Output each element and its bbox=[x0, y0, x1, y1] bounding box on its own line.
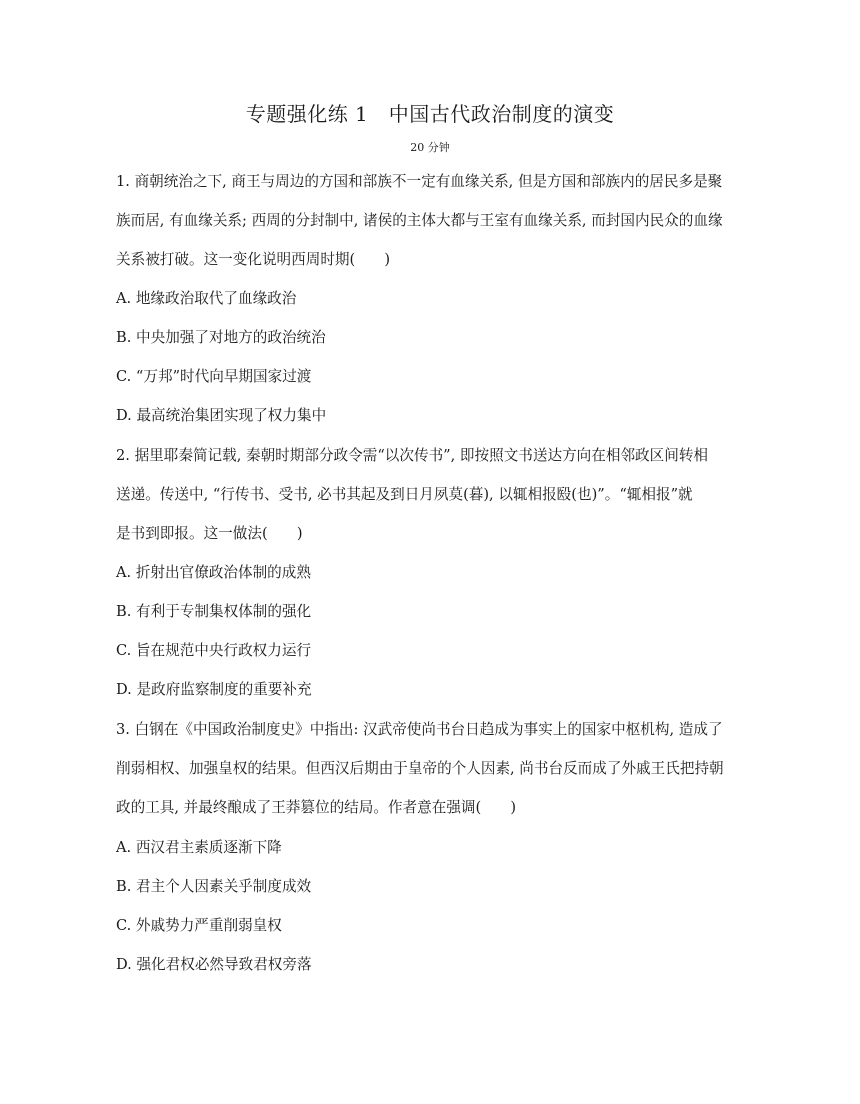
q1-stem-line-3: 关系被打破。这一变化说明西周时期( ) bbox=[116, 251, 391, 268]
q3-stem-line-1: 3. 白钢在《中国政治制度史》中指出: 汉武帝使尚书台日趋成为事实上的国家中枢机构, 造成了 bbox=[116, 721, 723, 738]
q3-option-d: D. 强化君权必然导致君权旁落 bbox=[116, 956, 312, 973]
q2-option-b: B. 有利于专制集权体制的强化 bbox=[116, 603, 312, 620]
q2-option-a: A. 折射出官僚政治体制的成熟 bbox=[116, 564, 311, 581]
page-title: 专题强化练 1 中国古代政治制度的演变 bbox=[245, 102, 615, 126]
time-limit: 20 分钟 bbox=[410, 141, 450, 154]
q2-stem-line-1: 2. 据里耶秦简记载, 秦朝时期部分政令需“以次传书”, 即按照文书送达方向在相邻政区间转相 bbox=[116, 447, 709, 464]
q2-option-c: C. 旨在规范中央行政权力运行 bbox=[116, 642, 312, 659]
q3-stem-line-3: 政的工具, 并最终酿成了王莽篡位的结局。作者意在强调( ) bbox=[116, 799, 517, 816]
q3-option-a: A. 西汉君主素质逐渐下降 bbox=[116, 839, 282, 856]
q2-stem-line-3: 是书到即报。这一做法( ) bbox=[116, 525, 303, 542]
q3-option-b: B. 君主个人因素关乎制度成效 bbox=[116, 878, 312, 895]
q1-option-b: B. 中央加强了对地方的政治统治 bbox=[116, 329, 326, 346]
q1-stem-line-2: 族而居, 有血缘关系; 西周的分封制中, 诸侯的主体大都与王室有血缘关系, 而封国内民众的血缘 bbox=[116, 212, 723, 229]
q2-option-d: D. 是政府监察制度的重要补充 bbox=[116, 681, 312, 698]
q1-option-c: C. “万邦”时代向早期国家过渡 bbox=[116, 368, 312, 385]
q1-stem-line-1: 1. 商朝统治之下, 商王与周边的方国和部族不一定有血缘关系, 但是方国和部族内的居民多是聚 bbox=[116, 173, 723, 190]
q2-stem-line-2: 送递。传送中, “行传书、受书, 必书其起及到日月夙莫(暮), 以辄相报殹(也)”。“辄相报”就 bbox=[116, 486, 693, 503]
q1-option-d: D. 最高统治集团实现了权力集中 bbox=[116, 407, 327, 424]
q3-stem-line-2: 削弱相权、加强皇权的结果。但西汉后期由于皇帝的个人因素, 尚书台反而成了外戚王氏把持朝 bbox=[116, 760, 724, 777]
q1-option-a: A. 地缘政治取代了血缘政治 bbox=[116, 290, 297, 307]
q3-option-c: C. 外戚势力严重削弱皇权 bbox=[116, 917, 282, 934]
